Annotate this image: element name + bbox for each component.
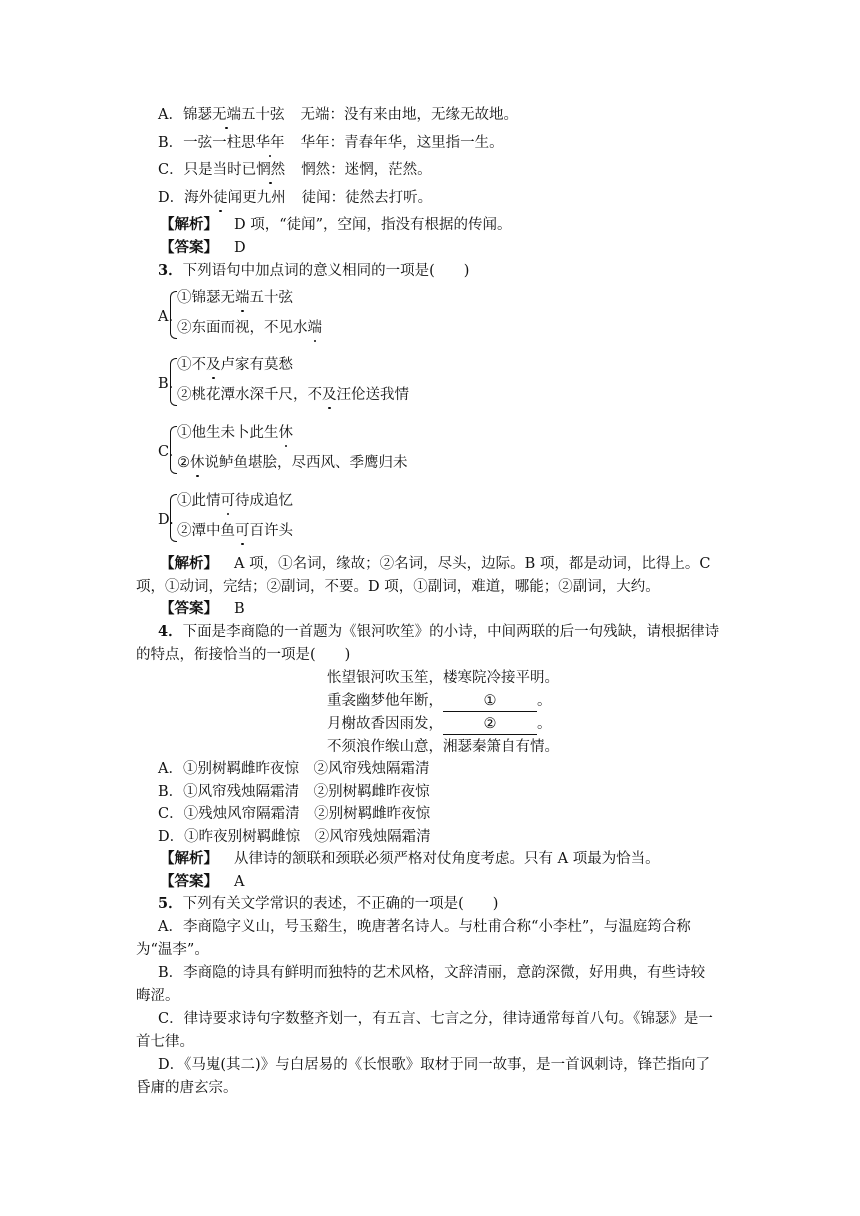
answer-tag: 【答案】 [160, 600, 218, 617]
option-text: ①昨夜别树羁雌惊 ②风帘残烛隔霜清 [184, 829, 431, 845]
option-text: ①别树羁雌昨夜惊 ②风帘残烛隔霜清 [182, 761, 430, 777]
poem-text: 月榭故香因雨发， [327, 716, 443, 732]
gloss-text: 惘然：迷惘，茫然。 [301, 162, 432, 178]
gloss-text: 徒闻：徒然去打听。 [301, 190, 433, 206]
phrase-text: 只是当时已 [183, 162, 257, 178]
q3-option-b-label: B. [158, 376, 174, 392]
q3-option-d-line1 [177, 491, 293, 511]
q4-option-b [158, 782, 430, 802]
dotted-word: 休 [190, 455, 205, 471]
q4-option-c [158, 804, 430, 824]
q3-analysis-line1 [160, 554, 710, 574]
q5-option-a-line1: A．李商隐字义山，号玉谿生，晚唐著名诗人。与杜甫合称“小李杜”，与温庭筠合称 [158, 919, 691, 935]
q5-option-b-line1: B．李商隐的诗具有鲜明而独特的艺术风格，文辞清丽，意韵深微，好用典，有些诗较 [158, 965, 706, 981]
option-label: B． [158, 135, 184, 151]
q3-option-b-line1 [177, 355, 293, 375]
q4-stem-line2: 的特点，衔接恰当的一项是( ) [136, 647, 351, 663]
question-stem: 下列语句中加点词的意义相同的一项是( ) [182, 263, 470, 279]
q3-option-d-label: D. [158, 512, 174, 528]
q2-answer [160, 238, 246, 258]
phrase-text: ② [177, 455, 190, 471]
poem-text: 重衾幽梦他年断， [327, 693, 443, 709]
phrase-text: ①他生未卜此生 [177, 425, 279, 441]
option-label: A． [158, 761, 183, 777]
phrase-text: ②潭中鱼 [177, 523, 235, 539]
q2-option-b [158, 133, 504, 153]
q5-stem [158, 894, 498, 914]
dotted-word: 端 [235, 290, 250, 306]
answer-text: A [234, 874, 245, 890]
dotted-word: 可 [235, 523, 250, 539]
q4-option-a [158, 759, 429, 779]
dotted-word: 及 [322, 387, 337, 403]
brace-icon [170, 494, 177, 542]
q5-option-c-line2: 首七律。 [136, 1034, 194, 1050]
answer-tag: 【答案】 [160, 873, 218, 890]
dotted-word: 休 [278, 425, 293, 441]
phrase-text: 五十弦 [240, 107, 285, 123]
question-stem: 下面是李商隐的一首题为《银河吹笙》的小诗，中间两联的后一句残缺，请根据律诗 [182, 624, 720, 640]
phrase-text: ②东面而视，不见水 [177, 320, 308, 336]
answer-text: D [234, 240, 246, 256]
phrase-text: 待成追忆 [235, 493, 293, 509]
dotted-word: 华年 [255, 135, 285, 151]
q2-option-c [158, 160, 432, 180]
q2-option-d [158, 188, 432, 208]
answer-text: B [234, 601, 245, 617]
analysis-tag: 【解析】 [160, 216, 218, 233]
question-number: 3． [158, 262, 183, 279]
phrase-text: 海外 [184, 190, 214, 206]
phrase-text: 一弦一柱思 [183, 135, 256, 151]
dotted-word: 惘然 [256, 162, 286, 178]
q2-analysis [160, 215, 512, 235]
q5-option-c-line1: C．律诗要求诗句字数整齐划一，有五言、七言之分，律诗通常每首八句。《锦瑟》是一 [158, 1011, 713, 1027]
q4-option-d [158, 827, 431, 847]
question-stem: 下列有关文学常识的表述，不正确的一项是( ) [182, 896, 499, 912]
phrase-text: ①锦瑟无 [177, 290, 235, 306]
poem-line: 不须浪作缑山意，湘瑟秦箫自有情。 [327, 739, 559, 755]
analysis-tag: 【解析】 [160, 850, 218, 867]
option-label: C． [158, 806, 184, 822]
q5-option-d-line2: 昏庸的唐玄宗。 [136, 1080, 238, 1096]
q3-answer [160, 599, 245, 619]
q3-option-a-line2 [177, 318, 322, 338]
option-label: A． [158, 107, 183, 123]
phrase-text: ②桃花潭水深千尺，不 [177, 387, 322, 403]
phrase-text: 五十弦 [249, 290, 293, 306]
q5-option-b-line2: 晦涩。 [136, 988, 180, 1004]
q3-option-a-line1 [177, 288, 293, 308]
poem-line [327, 691, 552, 712]
poem-line [327, 714, 552, 735]
gloss-text: 无端：没有来由地，无缘无故地。 [300, 107, 518, 123]
q4-stem-line1 [158, 622, 719, 642]
phrase-text: 锦瑟 [182, 107, 212, 123]
question-number: 5． [158, 895, 183, 912]
option-label: B． [158, 784, 184, 800]
q3-option-c-label: C. [158, 444, 174, 460]
q4-answer [160, 872, 244, 892]
dotted-word: 可 [220, 493, 235, 509]
phrase-text: 闻更九州 [227, 190, 286, 206]
poem-punct: 。 [537, 716, 552, 732]
q3-analysis-line2: 项，①动词，完结；②副词，不要。D 项，①副词，难道，哪能；②副词，大约。 [136, 579, 660, 595]
fill-blank: ② [443, 714, 537, 735]
dotted-word: 徒 [213, 190, 228, 206]
q3-option-a-label: A. [158, 309, 174, 325]
analysis-text: 从律诗的颔联和颈联必须严格对仗角度考虑。只有 A 项最为恰当。 [234, 851, 660, 867]
dotted-word: 端 [307, 320, 322, 336]
q4-analysis [160, 849, 660, 869]
dotted-word: 及 [206, 357, 221, 373]
q3-option-b-line2 [177, 385, 409, 405]
answer-tag: 【答案】 [160, 239, 218, 256]
analysis-tag: 【解析】 [160, 555, 218, 572]
option-label: D． [158, 829, 185, 845]
q5-option-a-line2: 为“温李”。 [136, 942, 209, 958]
q3-option-c-line1 [177, 423, 293, 443]
phrase-text: 百许头 [249, 523, 293, 539]
poem-punct: 。 [537, 693, 552, 709]
question-number: 4． [158, 623, 183, 640]
phrase-text: 汪伦送我情 [336, 387, 409, 403]
option-text: ①残烛风帘隔霜清 ②别树羁雌昨夜惊 [183, 806, 431, 822]
fill-blank: ① [443, 691, 537, 712]
q2-option-a [158, 105, 518, 125]
phrase-text: 卢家有莫愁 [220, 357, 293, 373]
q3-stem [158, 261, 469, 281]
phrase-text: 说鲈鱼堪脍，尽西风、季鹰归未 [204, 455, 408, 471]
gloss-text: 华年：青春年华，这里指一生。 [300, 135, 504, 151]
brace-icon [170, 291, 177, 339]
analysis-text: D 项，“徒闻”，空闻，指没有根据的传闻。 [234, 217, 512, 233]
option-label: D． [158, 190, 185, 206]
q5-option-d-line1: D．《马嵬(其二)》与白居易的《长恨歌》取材于同一故事，是一首讽刺诗，锋芒指向了 [158, 1057, 711, 1073]
q3-option-d-line2 [177, 521, 293, 541]
brace-icon [170, 426, 177, 474]
poem-line: 怅望银河吹玉笙，楼寒院冷接平明。 [327, 670, 559, 686]
dotted-word: 无端 [211, 107, 241, 123]
phrase-text: ①不 [177, 357, 206, 373]
option-label: C． [158, 162, 184, 178]
analysis-text: A 项，①名词，缘故；②名词，尽头，边际。B 项，都是动词，比得上。C [234, 556, 711, 572]
option-text: ①风帘残烛隔霜清 ②别树羁雌昨夜惊 [183, 784, 430, 800]
phrase-text: ①此情 [177, 493, 221, 509]
q3-option-c-line2 [177, 453, 408, 473]
brace-icon [170, 358, 177, 406]
